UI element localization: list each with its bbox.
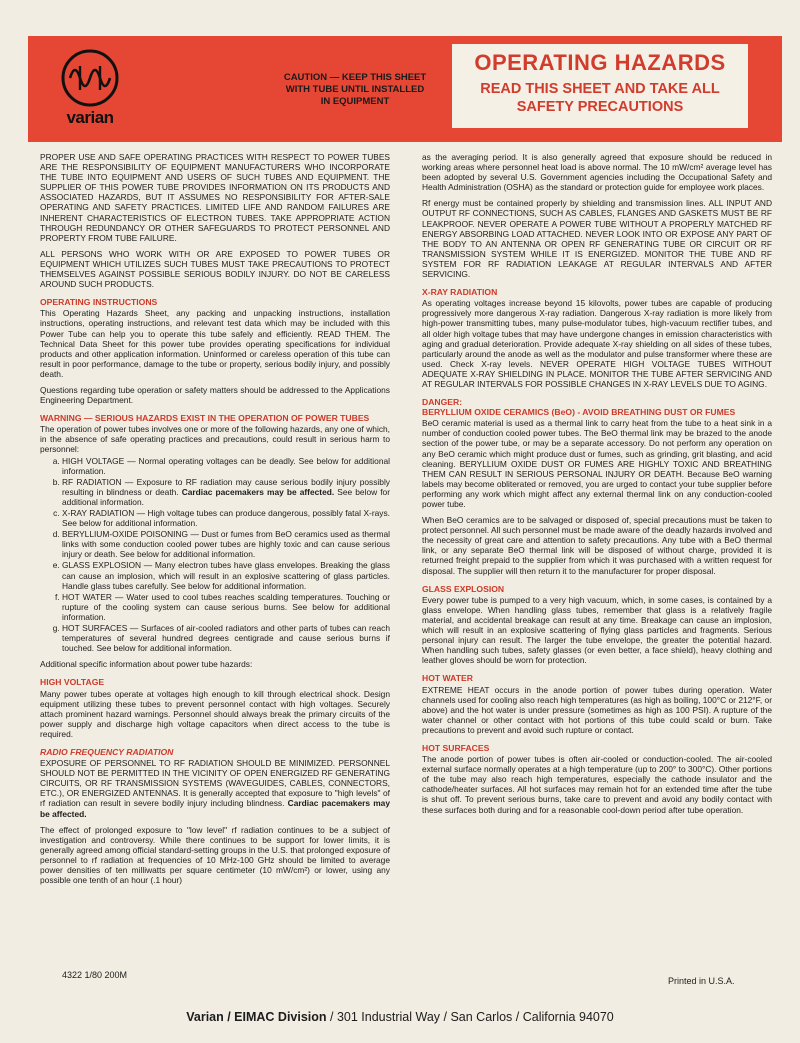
division-address: Varian / EIMAC Division / 301 Industrial Way / San Carlos / California 94070 bbox=[186, 1010, 614, 1024]
hot-water-text: EXTREME HEAT occurs in the anode portion of power tubes during operation. Water channels used for cooling also reach high temperatures (as high as boiling, 100°C or 212°F, or above) and the hot water is under pressure (sometimes as high as 100 PSI). A rupture of the water channel or other contact with hot portions of this tube could scald or burn. Take precautions to prevent and avoid such rupture or contact. bbox=[422, 684, 772, 735]
right-column bbox=[422, 152, 772, 821]
glass-explosion-heading: GLASS EXPLOSION bbox=[422, 583, 505, 594]
warning-text: The operation of power tubes involves one or more of the following hazards, any one of which, in the absence of safe operating practices and precautions, could result in serious harm to personnel: bbox=[40, 424, 390, 455]
danger-heading: DANGER: bbox=[422, 397, 463, 408]
printed-in: Printed in U.S.A. bbox=[668, 976, 735, 986]
logo-text: varian bbox=[66, 108, 114, 127]
list-item: c. X-RAY RADIATION — High voltage tubes can produce dangerous, possibly fatal X-rays. See below for additional information. bbox=[62, 508, 390, 528]
intro-paragraph: PROPER USE AND SAFE OPERATING PRACTICES WITH RESPECT TO POWER TUBES ARE THE RESPONSIBILITY OF EQUIPMENT MANUFACTURERS WHO INCORPORATE THE TUBE INTO EQUIPMENT AND USERS OF SUCH TUBES AND EQUIPMENT. THE SUPPLIER OF THIS POWER TUBE PROVIDES INFORMATION ON ITS PRODUCTS AND ASSOCIATED HAZARDS, BUT IT ASSUMES NO RESPONSIBILITY FOR AFTER-SALE OPERATING AND SAFETY PRACTICES. LIMITED LIFE AND RANDOM FAILURES ARE INHERENT CHARACTERISTICS OF ELECTRON TUBES. TAKE APPROPRIATE ACTION THROUGH REDUNDANCY OR OTHER SAFEGUARDS TO PROTECT PERSONNEL AND PROPERTY FROM TUBE FAILURE. bbox=[40, 152, 390, 243]
high-voltage-text: Many power tubes operate at voltages high enough to kill through electrical shock. Design equipment utilizing these tubes to prevent personnel contact with high voltages. Securely attach prominent hazard warnings. Personnel should always break the primary circuits of the power supply and discharge high voltage capacitors when direct access to the tube is required. bbox=[40, 688, 390, 739]
rf-continuation-text: as the averaging period. It is also generally agreed that exposure should be reduced in working areas where personnel heat load is above normal. The 10 mW/cm² average level has been adopted by several U.S. Government agencies including the Occupational Safety and Health Administration (OSHA) as the standard or protection guide for employee work places. bbox=[422, 152, 772, 193]
operating-instructions-text: This Operating Hazards Sheet, any packing and unpacking instructions, installation instructions, operating instructions, and relevant test data which may be included with this Power Tube can help you to operate this tube safely and efficiently. READ THEM. The Technical Data Sheet for this power tube provides operating specifications for individual products and other application information. Uninformed or careless operation of this tube can result in poor performance, damage to the tube or property, serious bodily injury, and possibly death. bbox=[40, 308, 390, 379]
intro-paragraph-2: ALL PERSONS WHO WORK WITH OR ARE EXPOSED TO POWER TUBES OR EQUIPMENT WHICH UTILIZES SUCH TUBES MUST TAKE PRECAUTIONS TO PROTECT THEMSELVES AGAINST POSSIBLE SERIOUS BODILY INJURY. DO NOT BE CARELESS AROUND SUCH PRODUCTS. bbox=[40, 248, 390, 290]
rf-containment-text: Rf energy must be contained properly by shielding and transmission lines. ALL INPUT AND OUTPUT RF CONNECTIONS, SUCH AS CABLES, FLANGES AND GASKETS MUST BE RF LEAKPROOF. NEVER OPERATE A POWER TUBE WITHOUT A PROPERLY MATCHED RF ENERGY ABSORBING LOAD ATTACHED. NEVER LOOK INTO OR EXPOSE ANY PART OF THE BODY TO AN ANTENNA OR OPEN RF GENERATING TUBE OR CIRCUIT OR RF TRANSMISSION SYSTEM WHILE IT IS ENERGIZED. MONITOR THE TUBE AND RF SYSTEM FOR RF RADIATION LEAKAGE AT REGULAR INTERVALS AND AFTER SERVICING. bbox=[422, 198, 772, 280]
additional-info-text: Additional specific information about power tube hazards: bbox=[40, 659, 253, 670]
list-item: a. HIGH VOLTAGE — Normal operating voltages can be deadly. See below for additional information. bbox=[62, 456, 390, 476]
warning-heading: WARNING — SERIOUS HAZARDS EXIST IN THE OPERATION OF POWER TUBES bbox=[40, 413, 370, 424]
rf-radiation-text: EXPOSURE OF PERSONNEL TO RF RADIATION SHOULD BE MINIMIZED. PERSONNEL SHOULD NOT BE PERMITTED IN THE VICINITY OF OPEN ENERGIZED RF GENERATING CIRCUITS, OR RF TRANSMISSION SYSTEMS (WAVEGUIDES, CABLES, CONNECTORS, ETC.), OR ENERGIZED ANTENNAS. It is generally accepted that exposure to "high levels" of rf radiation can result in severe bodily injury including blindness. Cardiac pacemakers may be affected. bbox=[40, 758, 390, 819]
hot-water-heading: HOT WATER bbox=[422, 673, 473, 684]
operating-instructions-heading: OPERATING INSTRUCTIONS bbox=[40, 297, 158, 308]
x-ray-text: As operating voltages increase beyond 15 kilovolts, power tubes are capable of producing progressively more dangerous X-ray radiation. Dangerous X-ray radiation is more likely from high-power transmitting tubes, many pulse-modulator tubes, high-vacuum rectifier tubes, and all older high voltage tubes that may have undergone changes in emission characteristics with aging and gradual deterioration. Provide adequate X-ray shielding on all sides of these tubes, particularly around the anode as well as the modulator and pulse transformer where these are used. Check X-ray levels. NEVER OPERATE HIGH VOLTAGE TUBES WITHOUT ADEQUATE X-RAY SHIELDING IN PLACE. MONITOR THE TUBE AFTER SERVICING AND AT REGULAR INTERVALS FOR POSSIBLE CHANGES IN X-RAY LEVELS DUE TO AGING. bbox=[422, 298, 772, 389]
varian-logo bbox=[58, 48, 122, 130]
high-voltage-heading: HIGH VOLTAGE bbox=[40, 677, 105, 688]
hazard-title-box bbox=[452, 44, 748, 128]
beryllium-text-2: When BeO ceramics are to be salvaged or disposed of, special precautions must be taken to protect personnel. All such personnel must be made aware of the deadly hazards involved and the necessity of great care and attention to safety precautions. Any tube with a BeO thermal link, or any separate BeO thermal link will be disposed of without charge, provided it is returned freight prepaid to the supplier from which it was purchased with a written request for disposal. The supplier will then return it to the manufacturer for proper disposal. bbox=[422, 515, 772, 576]
print-code: 4322 1/80 200M bbox=[62, 970, 128, 980]
left-column bbox=[40, 152, 390, 891]
list-item: e. GLASS EXPLOSION — Many electron tubes have glass envelopes. Breaking the glass can cause an implosion, which will result in an explosive scattering of glass particles. Handle glass tubes carefully. See below for additional information. bbox=[62, 560, 390, 590]
questions-text: Questions regarding tube operation or safety matters should be addressed to the Applications Engineering Department. bbox=[40, 384, 390, 406]
varian-logo-icon bbox=[58, 48, 122, 110]
page-subtitle: READ THIS SHEET AND TAKE ALL SAFETY PRECAUTIONS bbox=[480, 81, 720, 115]
rf-radiation-heading: RADIO FREQUENCY RADIATION bbox=[40, 746, 174, 757]
hot-surfaces-heading: HOT SURFACES bbox=[422, 742, 490, 753]
caution-text: CAUTION — KEEP THIS SHEET WITH TUBE UNTIL INSTALLED IN EQUIPMENT bbox=[283, 72, 427, 107]
beryllium-heading: BERYLLIUM OXIDE CERAMICS (BeO) - AVOID BREATHING DUST OR FUMES bbox=[422, 407, 736, 418]
x-ray-heading: X-RAY RADIATION bbox=[422, 287, 498, 298]
list-item: f. HOT WATER — Water used to cool tubes reaches scalding temperatures. Touching or rupture of the cooling system can cause serious burns. See below for additional information. bbox=[62, 592, 390, 622]
list-item: d. BERYLLIUM-OXIDE POISONING — Dust or fumes from BeO ceramics used as thermal links with some conduction cooled power tubes are highly toxic and can cause serious injury or death. See below for additional information. bbox=[62, 529, 390, 559]
header-banner bbox=[28, 36, 782, 142]
list-item: b. RF RADIATION — Exposure to RF radiation may cause serious bodily injury possibly resulting in blindness or death. Cardiac pacemakers may be affected. See below for additional information. bbox=[62, 477, 390, 507]
page-title: OPERATING HAZARDS bbox=[474, 50, 726, 75]
rf-radiation-text-2: The effect of prolonged exposure to "low level" rf radiation continues to be a subject of investigation and controversy. While there continues to be support for lower limits, it is generally agreed among official standard-setting groups in the U.S. that prolonged exposure of personnel to rf radiation at frequencies of 10 MHz-100 GHz should be limited to average power densities of ten milliwatts per square centimeter (10 mW/cm²) or lower, using any possible one tenth of an hour (.1 hour) bbox=[40, 824, 390, 886]
glass-explosion-text: Every power tube is pumped to a very high vacuum, which, in some cases, is contained by a glass envelope. When handling glass tubes, remember that glass is a relatively fragile material, and accidental breakage can result at any time. Breakage can cause an implosion, which will result in an explosive scattering of flying glass particles and fragments. Serious personal injury can result. The larger the tube envelope, the greater the potential hazard. When handling such tubes, safety glasses (or even better, a face shield), heavy clothing and leather gloves should be worn for protection. bbox=[422, 594, 772, 666]
beryllium-text: BeO ceramic material is used as a thermal link to carry heat from the tube to a heat sink in a number of conduction cooled power tubes. The BeO thermal link may be brazed to the anode section of the power tube, or may be a separate accessory. Do not perform any operation on any BeO ceramic which might produce dust or fumes, such as grinding, grit blasting, and acid cleaning. BERYLLIUM OXIDE DUST OR FUMES ARE HIGHLY TOXIC AND BREATHING THEM CAN RESULT IN SERIOUS PERSONAL INJURY OR DEATH. Because BeO warning labels may become obliterated or removed, you are urged to contact your tube supplier before performing any work which might affect any external thermal link on any conduction-cooled power tube. bbox=[422, 418, 772, 509]
hot-surfaces-text: The anode portion of power tubes is often air-cooled or conduction-cooled. The air-cooled external surface normally operates at a high temperature (up to 200° to 300°C). Other portions of the tube may also reach high temperatures, especially the cathode insulator and the cathode/heater surfaces. All hot surfaces may remain hot for an extended time after the tube is shut off. To prevent serious burns, take care to prevent and avoid any bodily contact with these surfaces both during and for a reasonable cool-down period after tube operation. bbox=[422, 754, 772, 815]
hazard-list bbox=[40, 456, 390, 654]
list-item: g. HOT SURFACES — Surfaces of air-cooled radiators and other parts of tubes can reach temperatures of several hundred degrees centigrade and cause serious burns if touched. See below for additional information. bbox=[62, 623, 390, 653]
